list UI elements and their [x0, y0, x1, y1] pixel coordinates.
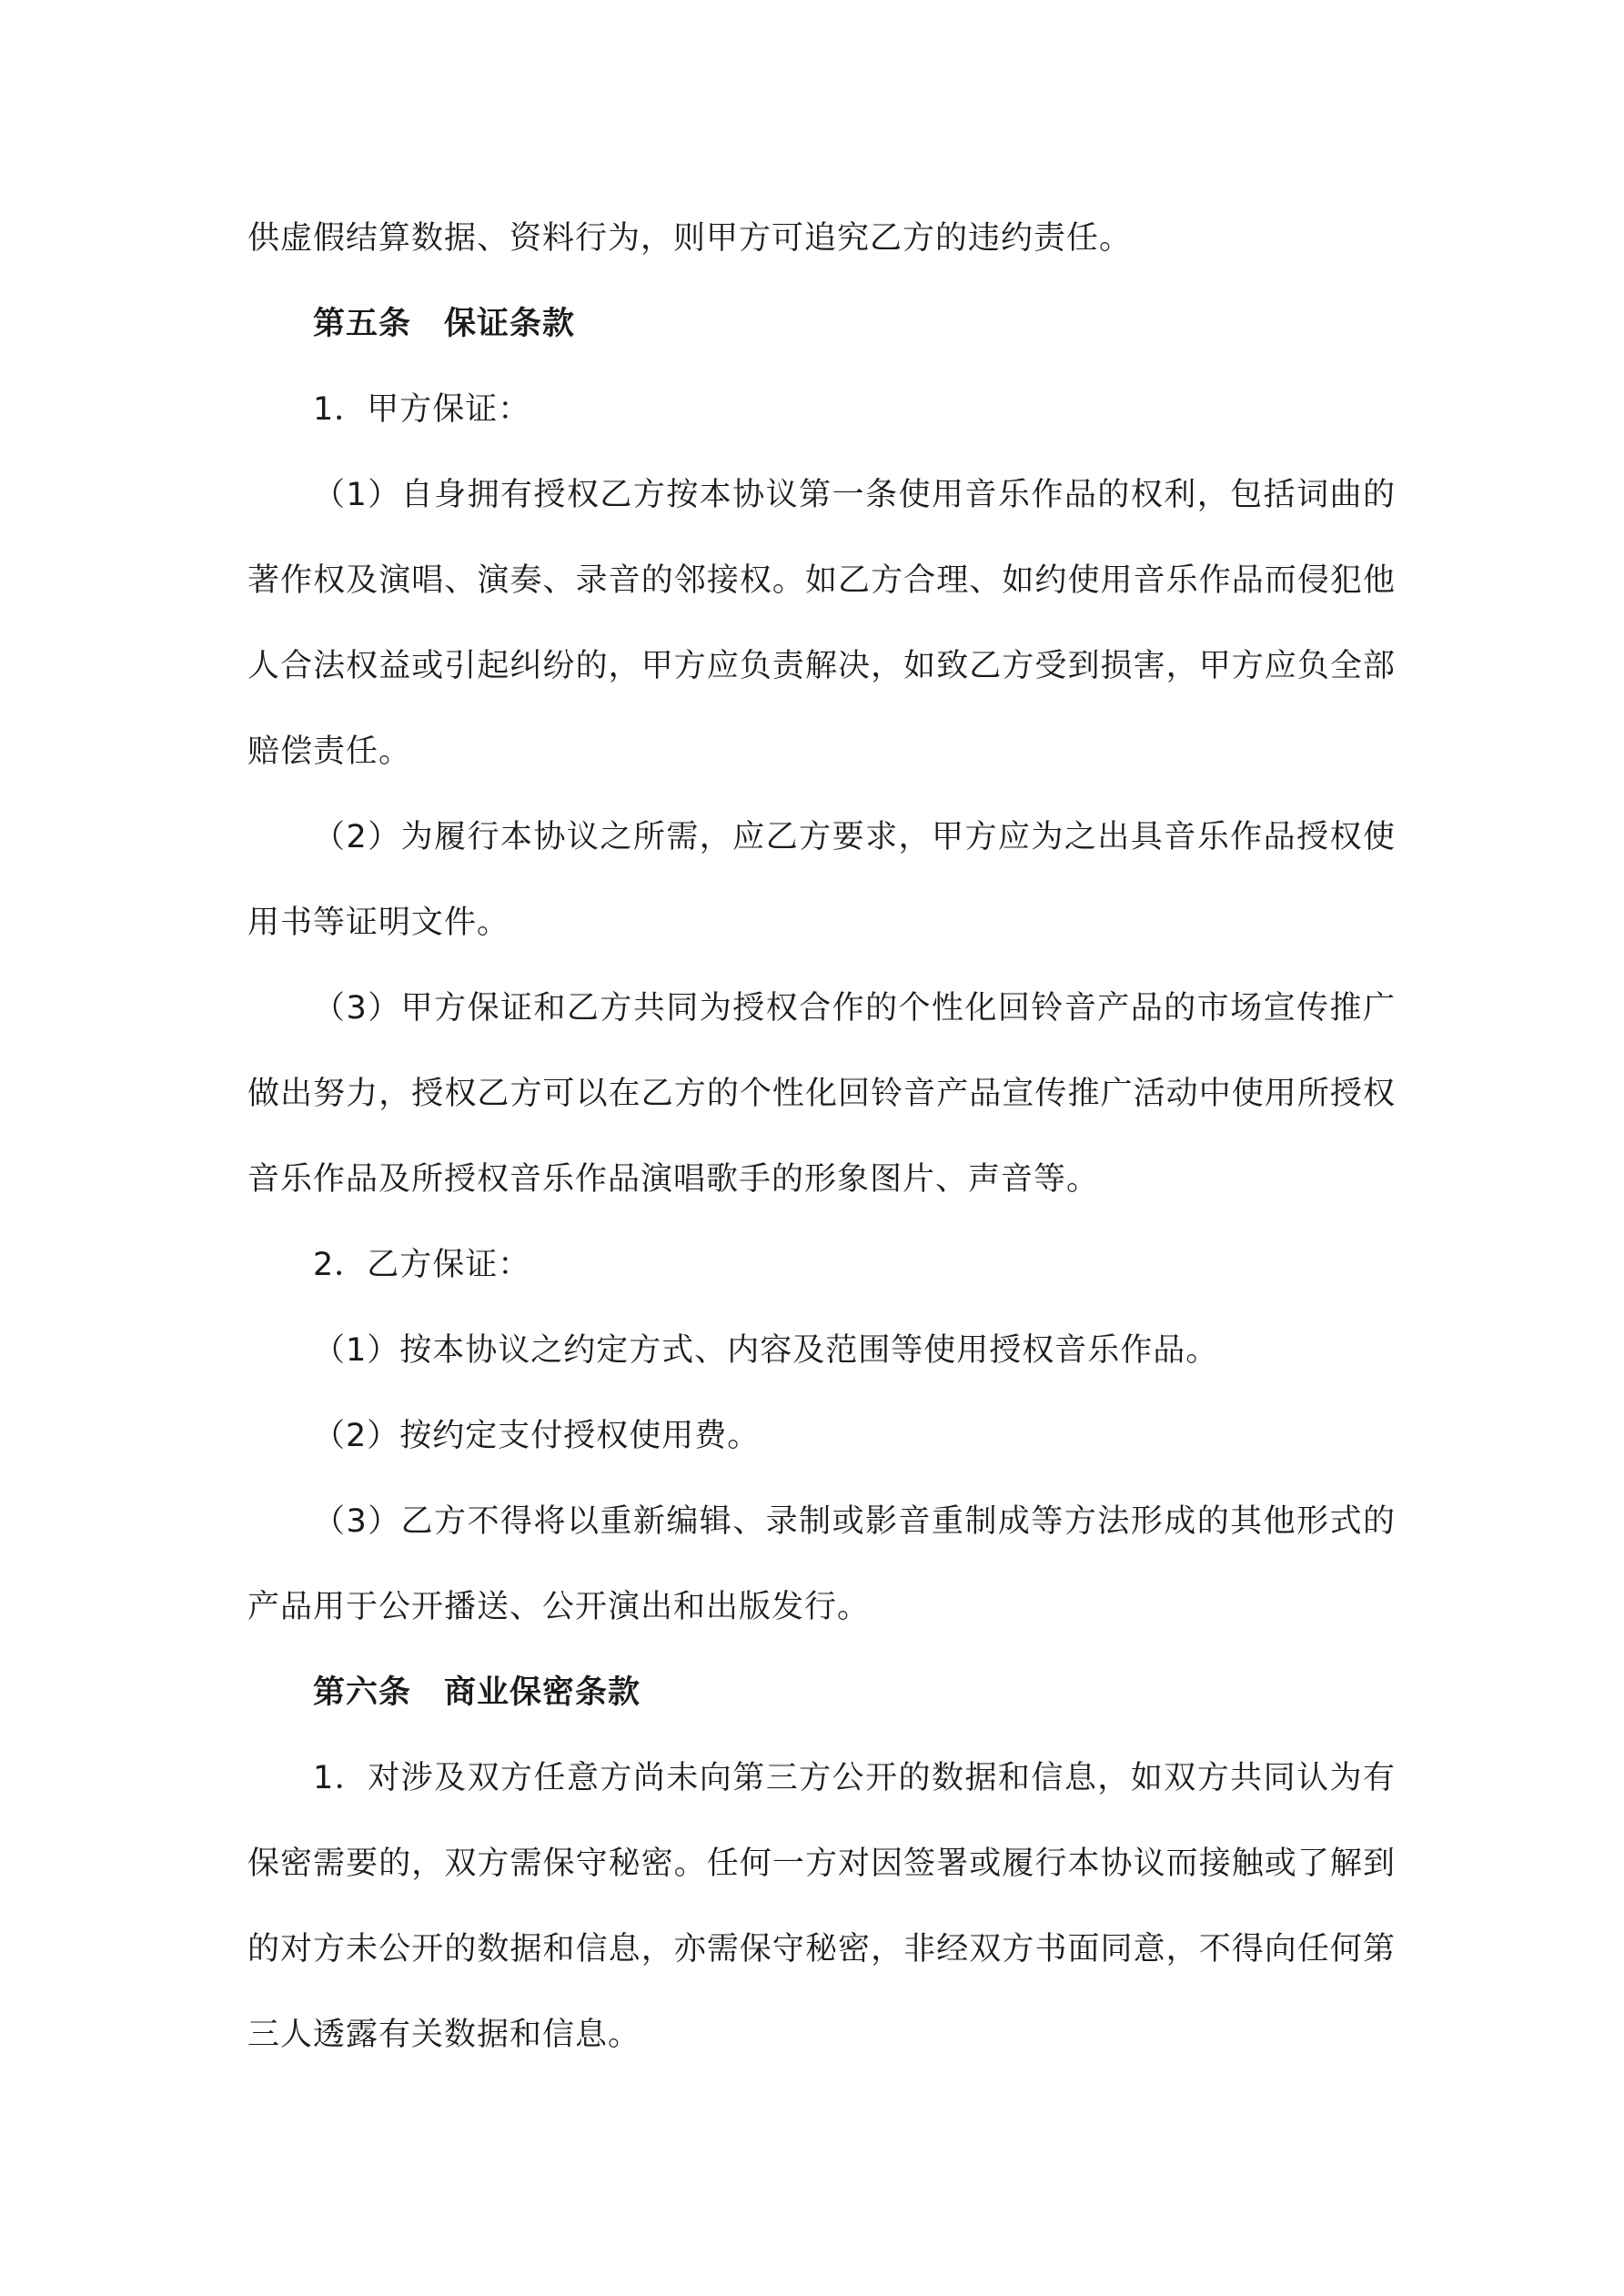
party-b-guarantee-1: （1）按本协议之约定方式、内容及范围等使用授权音乐作品。	[313, 1332, 1219, 1369]
party-b-guarantee-heading: 2．乙方保证：	[313, 1247, 531, 1283]
party-b-guarantee-3: （3）乙方不得将以重新编辑、录制或影音重制成等方法形成的其他形式的产品用于公开播送、公开演出和出版发行。	[247, 1503, 1396, 1625]
paragraph-continuation: 供虚假结算数据、资料行为，则甲方可追究乙方的违约责任。	[247, 220, 1133, 257]
party-a-guarantee-heading: 1．甲方保证：	[313, 391, 531, 428]
party-b-guarantee-2: （2）按约定支付授权使用费。	[313, 1418, 761, 1454]
party-a-guarantee-2: （2）为履行本协议之所需，应乙方要求，甲方应为之出具音乐作品授权使用书等证明文件。	[247, 819, 1396, 941]
party-a-guarantee-3: （3）甲方保证和乙方共同为授权合作的个性化回铃音产品的市场宣传推广做出努力，授权乙方可以在乙方的个性化回铃音产品宣传推广活动中使用所授权音乐作品及所授权音乐作品演唱歌手的形象图片、声音等。	[247, 990, 1396, 1198]
article-5-heading: 第五条 保证条款	[313, 306, 576, 342]
article-6-heading: 第六条 商业保密条款	[313, 1674, 641, 1711]
confidentiality-clause-1: 1．对涉及双方任意方尚未向第三方公开的数据和信息，如双方共同认为有保密需要的，双方需保守秘密。任何一方对因签署或履行本协议而接触或了解到的对方未公开的数据和信息，亦需保守秘密，非经双方书面同意，不得向任何第三人透露有关数据和信息。	[247, 1760, 1396, 2053]
party-a-guarantee-1: （1）自身拥有授权乙方按本协议第一条使用音乐作品的权利，包括词曲的著作权及演唱、演奏、录音的邻接权。如乙方合理、如约使用音乐作品而侵犯他人合法权益或引起纠纷的，甲方应负责解决，如致乙方受到损害，甲方应负全部赔偿责任。	[247, 477, 1396, 770]
